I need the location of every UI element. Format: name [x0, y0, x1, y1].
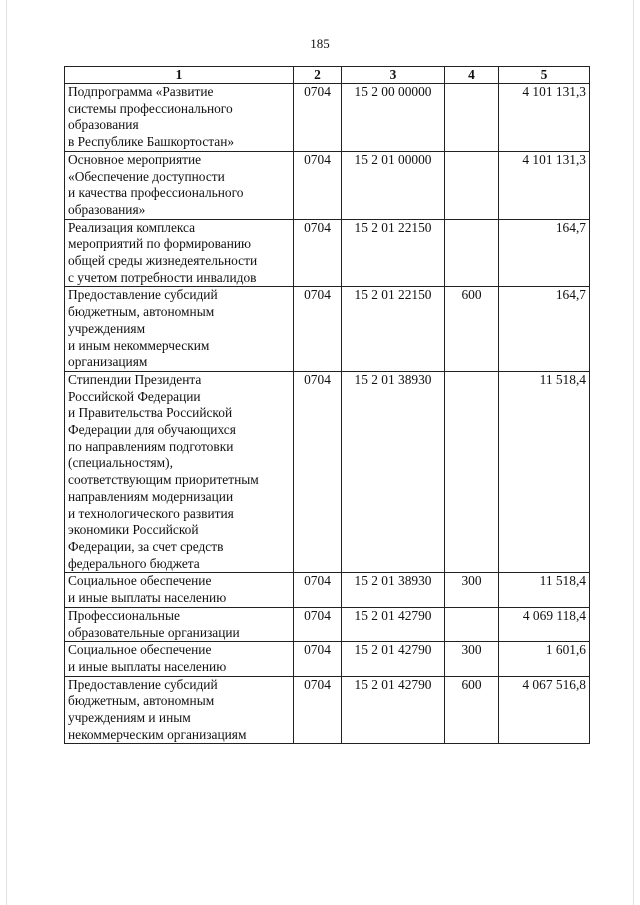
row-name-line: с учетом потребности инвалидов: [68, 269, 257, 285]
table-row: [65, 573, 590, 607]
table-row: [65, 607, 590, 641]
section-code-cell: 0704: [294, 371, 342, 572]
header-col-5: 5: [499, 67, 590, 84]
row-name-line: (специальностям),: [68, 455, 173, 471]
amount-cell: 1 601,6: [499, 642, 590, 676]
header-col-2: 2: [294, 67, 342, 84]
header-col-1: 1: [65, 67, 294, 84]
row-name-line: Стипендии Президента: [68, 371, 202, 387]
amount-cell: 4 101 131,3: [499, 151, 590, 219]
row-name-cell: [65, 642, 294, 676]
amount-cell: 164,7: [499, 287, 590, 372]
row-name-line: образовательные организации: [68, 624, 240, 640]
section-code-cell: 0704: [294, 573, 342, 607]
header-col-3: 3: [342, 67, 445, 84]
row-name-line: экономики Российской: [68, 522, 199, 538]
expense-type-cell: [445, 371, 499, 572]
header-col-4: 4: [445, 67, 499, 84]
row-name-line: Социальное обеспечение: [68, 573, 212, 589]
row-name-line: и качества профессионального: [68, 185, 244, 201]
section-code-cell: 0704: [294, 151, 342, 219]
row-name-cell: [65, 151, 294, 219]
target-article-cell: 15 2 01 22150: [342, 219, 445, 287]
page-left-edge: [6, 0, 7, 905]
target-article-cell: 15 2 01 38930: [342, 573, 445, 607]
page-number: 185: [310, 36, 330, 51]
target-article-cell: 15 2 01 42790: [342, 642, 445, 676]
table-row: [65, 287, 590, 372]
row-name-cell: [65, 607, 294, 641]
row-name-line: в Республике Башкортостан»: [68, 134, 235, 150]
row-name-line: Реализация комплекса: [68, 219, 196, 235]
row-name-line: некоммерческим организациям: [68, 726, 247, 742]
section-code-cell: 0704: [294, 642, 342, 676]
row-name-cell: [65, 287, 294, 372]
page-right-edge: [633, 0, 634, 905]
amount-cell: 4 069 118,4: [499, 607, 590, 641]
target-article-cell: 15 2 00 00000: [342, 84, 445, 152]
row-name-line: организациям: [68, 354, 148, 370]
row-name-line: образования: [68, 117, 139, 133]
row-name-line: по направлениям подготовки: [68, 438, 234, 454]
table-row: [65, 676, 590, 744]
expense-type-cell: 600: [445, 676, 499, 744]
amount-cell: 4 067 516,8: [499, 676, 590, 744]
row-name-line: Федерации, за счет средств: [68, 538, 224, 554]
section-code-cell: 0704: [294, 607, 342, 641]
row-name-cell: [65, 573, 294, 607]
expense-type-cell: [445, 607, 499, 641]
row-name-line: и технологического развития: [68, 505, 234, 521]
row-name-line: бюджетным, автономным: [68, 304, 215, 320]
table-row: [65, 84, 590, 152]
expense-type-cell: 300: [445, 642, 499, 676]
row-name-line: и иные выплаты населению: [68, 590, 227, 606]
row-name-line: направлениям модернизации: [68, 488, 234, 504]
section-code-cell: 0704: [294, 676, 342, 744]
amount-cell: 11 518,4: [499, 573, 590, 607]
amount-cell: 4 101 131,3: [499, 84, 590, 152]
table-header-row: [65, 67, 590, 84]
row-name-cell: [65, 84, 294, 152]
row-name-line: Федерации для обучающихся: [68, 422, 236, 438]
table-row: [65, 219, 590, 287]
row-name-cell: [65, 371, 294, 572]
table-row: [65, 371, 590, 572]
row-name-line: Подпрограмма «Развитие: [68, 84, 214, 99]
row-name-line: Предоставление субсидий: [68, 287, 218, 303]
row-name-line: и Правительства Российской: [68, 405, 233, 421]
target-article-cell: 15 2 01 00000: [342, 151, 445, 219]
row-name-line: мероприятий по формированию: [68, 236, 252, 252]
row-name-line: учреждениям: [68, 320, 146, 336]
row-name-line: федерального бюджета: [68, 555, 200, 571]
row-name-line: Российской Федерации: [68, 388, 201, 404]
expense-type-cell: [445, 84, 499, 152]
target-article-cell: 15 2 01 42790: [342, 607, 445, 641]
row-name-line: Профессиональные: [68, 607, 180, 623]
row-name-line: бюджетным, автономным: [68, 693, 215, 709]
table-row: [65, 642, 590, 676]
amount-cell: 11 518,4: [499, 371, 590, 572]
expense-type-cell: [445, 151, 499, 219]
expense-type-cell: 600: [445, 287, 499, 372]
section-code-cell: 0704: [294, 84, 342, 152]
row-name-line: системы профессионального: [68, 100, 233, 116]
section-code-cell: 0704: [294, 219, 342, 287]
expense-type-cell: 300: [445, 573, 499, 607]
budget-table: [64, 66, 590, 744]
row-name-line: Предоставление субсидий: [68, 676, 218, 692]
row-name-cell: [65, 676, 294, 744]
amount-cell: 164,7: [499, 219, 590, 287]
row-name-line: Социальное обеспечение: [68, 642, 212, 658]
row-name-line: образования»: [68, 201, 146, 217]
row-name-line: «Обеспечение доступности: [68, 168, 225, 184]
row-name-line: соответствующим приоритетным: [68, 472, 259, 488]
target-article-cell: 15 2 01 22150: [342, 287, 445, 372]
expense-type-cell: [445, 219, 499, 287]
row-name-line: и иным некоммерческим: [68, 337, 210, 353]
row-name-cell: [65, 219, 294, 287]
row-name-line: общей среды жизнедеятельности: [68, 253, 258, 269]
row-name-line: и иные выплаты населению: [68, 658, 227, 674]
table-row: [65, 151, 590, 219]
row-name-line: учреждениям и иным: [68, 710, 191, 726]
section-code-cell: 0704: [294, 287, 342, 372]
target-article-cell: 15 2 01 42790: [342, 676, 445, 744]
target-article-cell: 15 2 01 38930: [342, 371, 445, 572]
row-name-line: Основное мероприятие: [68, 151, 202, 167]
